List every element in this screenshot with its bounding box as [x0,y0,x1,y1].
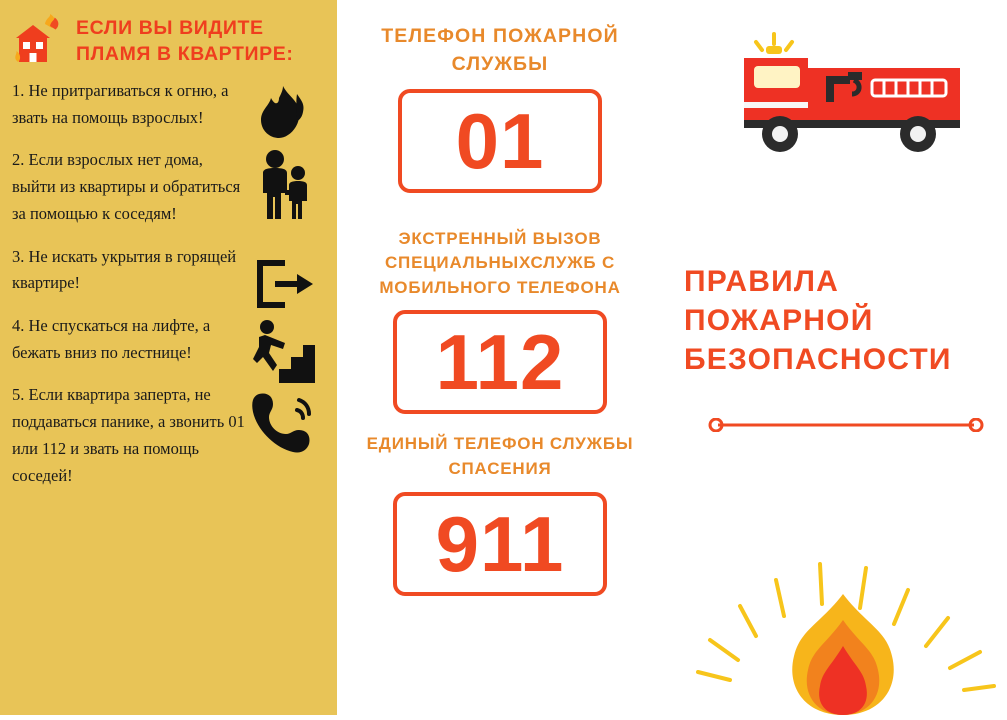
emergency-number: 911 [435,499,565,588]
page-title: ПРАВИЛА ПОЖАРНОЙ БЕЗОПАСНОСТИ [684,265,952,376]
person-on-stairs-icon [245,313,321,389]
left-panel [0,0,337,715]
rule-item [12,244,323,297]
emergency-number-box [398,89,602,193]
rule-item [12,147,323,227]
emergency-block-911 [355,432,645,595]
emergency-block-01 [355,22,645,193]
rule-text: 4. Не спускаться на лифте, а бежать вниз по лестнице! [12,316,211,362]
fire-truck-icon [722,28,982,163]
emergency-number: 01 [455,96,545,185]
burning-house-icon [12,14,70,70]
rule-item [12,78,323,131]
exit-door-arrow-icon [245,246,321,322]
rule-item [12,313,323,366]
right-column [660,0,1007,715]
emergency-label: ТЕЛЕФОН ПОЖАРНОЙ СЛУЖБЫ [381,25,619,76]
dotted-line-divider-icon [708,418,984,432]
rule-text: 2. Если взрослых нет дома, выйти из квартиры и обратиться за помощью к соседям! [12,150,241,223]
rule-text: 3. Не искать укрытия в горящей квартире! [12,246,237,293]
fire-flames-icon [680,520,1007,715]
emergency-block-112 [355,227,645,415]
rule-item [12,382,323,489]
emergency-numbers-column [355,22,645,596]
flame-icon [245,80,321,156]
emergency-label: ЭКСТРЕННЫЙ ВЫЗОВ СПЕЦИАЛЬНЫХСЛУЖБ С МОБИЛЬНОГО ТЕЛЕФОНА [379,228,621,297]
rule-text: 1. Не притрагиваться к огню, а звать на помощь взрослых! [12,81,229,127]
spacer [355,193,645,227]
adult-and-child-icon [245,147,321,223]
rule-text: 5. Если квартира заперта, не поддаваться панике, а звонить 01 или 112 и звать на помощь соседей! [12,385,245,485]
rules-list [12,78,323,489]
ringing-phone-icon [245,384,321,460]
emergency-number-box [393,492,607,596]
emergency-label: ЕДИНЫЙ ТЕЛЕФОН СЛУЖБЫ СПАСЕНИЯ [366,434,634,479]
emergency-number-box [393,310,607,414]
spacer [355,414,645,432]
left-panel-header [12,14,323,70]
left-panel-title: ЕСЛИ ВЫ ВИДИТЕ ПЛАМЯ В КВАРТИРЕ: [76,17,294,65]
emergency-number: 112 [435,318,565,407]
